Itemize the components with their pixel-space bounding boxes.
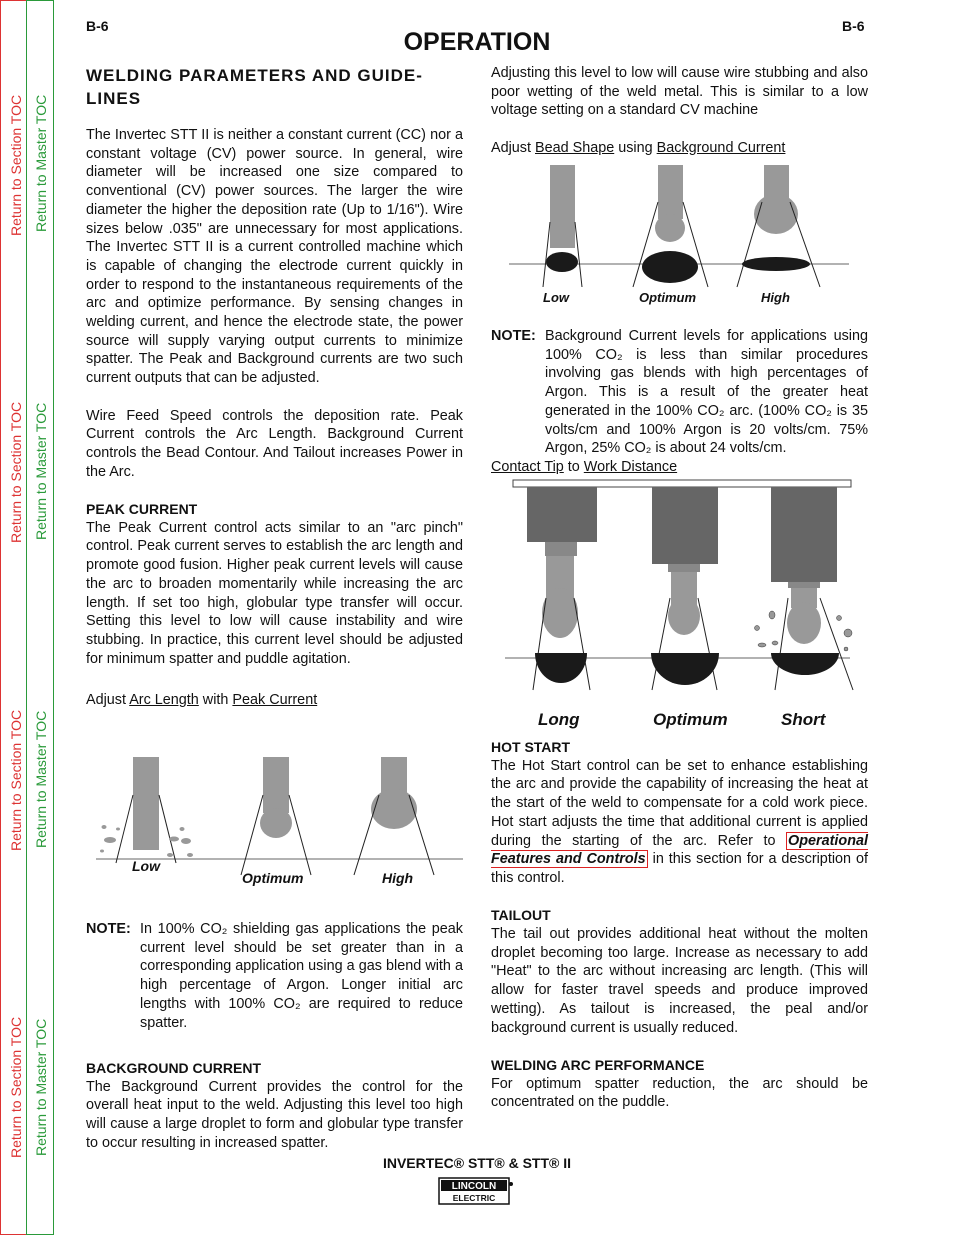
note-background: NOTE: Background Current levels for applications using 100% CO₂ is less than similar procedures involving gas blends with high percentages of Argon. This is a result of the greater heat generated in the 100% CO₂ arc. (100% CO₂ is 35 volts/cm and 100% Argon is 20 volts/cm. 75% Argon, 25% CO₂ is about 24 volts/cm. [491, 328, 868, 457]
page-title: OPERATION [403, 28, 551, 56]
left-column [86, 64, 463, 710]
section-toc-link-2[interactable]: Return to Section TOC [8, 401, 24, 543]
fig3-label-short: Short [781, 710, 826, 729]
fig3-label-long: Long [538, 710, 580, 729]
background-current-heading: BACKGROUND CURRENT [86, 1059, 261, 1076]
adjust-bead-shape-line: Adjust Bead Shape using Background Current [491, 139, 786, 156]
contact-tip-line: Contact Tip to Work Distance [491, 458, 678, 475]
svg-text:LINCOLN: LINCOLN [451, 1181, 497, 1192]
lincoln-electric-logo-icon [438, 1177, 514, 1205]
arc-performance-heading: WELDING ARC PERFORMANCE [491, 1056, 705, 1073]
right-column-top [491, 64, 868, 158]
background-current-paragraph: The Background Current provides the control for the overall heat input to the weld. Adjusting this level too high will cause a large droplet to form and globular type transfer to occur resulting in increased spatter. [86, 1078, 463, 1151]
section-heading: WELDING PARAMETERS AND GUIDE-LINES [86, 66, 423, 108]
master-toc-link-2[interactable]: Return to Master TOC [33, 402, 49, 540]
hot-start-paragraph: The Hot Start control can be set to enhance establishing the arc and provide the capability of increasing the heat at the start of the weld to compensate for a cold work piece. Hot start adjusts the time that additional current is applied during the starting of the arc. Refer to Operational Features and Controls in this section for a description of this control. [491, 757, 868, 886]
section-toc-link-3[interactable]: Return to Section TOC [8, 709, 24, 851]
note-peak: NOTE: In 100% CO₂ shielding gas applications the peak current level should be set greater than in a corresponding application using a gas blend with a high percentage of Argon. Longer initial arc lengths with 100% CO₂ are required to reduce spatter. [86, 921, 463, 1031]
footer-product: INVERTEC® STT® & STT® II [382, 1155, 572, 1171]
fig1-label-high: High [382, 870, 414, 886]
contact-tip-figure [505, 478, 855, 713]
peak-current-paragraph: The Peak Current control acts similar to an "arc pinch" control. Peak current serves to establish the arc length and promote good fusion. Higher peak current levels will cause the arc to broaden momentarily while increasing the arc length. If set too high, globular type transfer will occur. Setting this level to low will cause instability and wire stubbing. In practice, this current level should be adjusted for minimum spatter and puddle agitation. [86, 519, 463, 667]
master-toc-link-1[interactable]: Return to Master TOC [33, 94, 49, 232]
operational-features-link[interactable]: Operational Features and Controls [491, 832, 868, 868]
section-toc-link-4[interactable]: Return to Section TOC [8, 1016, 24, 1158]
tailout-heading: TAILOUT [491, 907, 551, 924]
peak-current-heading: PEAK CURRENT [86, 501, 198, 518]
background-continued-paragraph: Adjusting this level to low will cause wire stubbing and also poor wetting of the weld metal. This is similar to a low voltage setting on a standard CV machine [491, 65, 868, 119]
arc-performance-paragraph: For optimum spatter reduction, the arc should be concentrated on the puddle. [491, 1075, 868, 1111]
master-toc-link-3[interactable]: Return to Master TOC [33, 710, 49, 848]
intro-paragraph: The Invertec STT II is neither a constant current (CC) nor a constant voltage (CV) power source. In general, wire diameter will be increased one size compared to conventional (CV) power sources. The larger the wire diameter the higher the deposition rate (Up to 1/16"). Wire sizes below .035" are unnecessary for most applications. The Invertec STT II is a current controlled machine which is capable of changing the electrode current quickly in order to respond to the instantaneous requirements of the arc and optimize performance. By sensing changes in welding current, and hence the electrode state, the power source will supply varying output currents to minimize spatter. The Peak and Background currents are two such current outputs that can be adjusted. [86, 127, 463, 387]
page-number-right: B-6 [842, 18, 865, 34]
section-toc-link-1[interactable]: Return to Section TOC [8, 94, 24, 236]
fig2-label-optimum: Optimum [639, 290, 697, 305]
page-number-left: B-6 [86, 18, 109, 34]
right-column-bottom [491, 738, 868, 1112]
right-column-note [491, 327, 868, 477]
master-toc-link-4[interactable]: Return to Master TOC [33, 1018, 49, 1156]
fig2-label-low: Low [543, 290, 569, 305]
adjust-arc-length-line: Adjust Arc Length with Peak Current [86, 692, 318, 709]
bead-shape-figure [505, 162, 855, 297]
hot-start-heading: HOT START [491, 739, 571, 755]
fig1-label-optimum: Optimum [242, 870, 304, 886]
tailout-paragraph: The tail out provides additional heat without the molten droplet becoming too large. Increase as necessary to add "Heat" to the arc without increasing arc length. (This will allow for faster travel speeds and produce improved wetting). As tailout is increased, the peal and/or background current is usually reduced. [491, 926, 868, 1036]
svg-text:ELECTRIC: ELECTRIC [452, 1193, 496, 1203]
fig2-label-high: High [761, 290, 790, 305]
fig1-label-low: Low [132, 858, 160, 874]
fig3-label-optimum: Optimum [653, 710, 728, 729]
left-column-bottom [86, 920, 463, 1152]
controls-paragraph: Wire Feed Speed controls the deposition rate. Peak Current controls the Arc Length. Background Current controls the Bead Contour. And Tailout increases Power in the Arc. [86, 407, 463, 480]
